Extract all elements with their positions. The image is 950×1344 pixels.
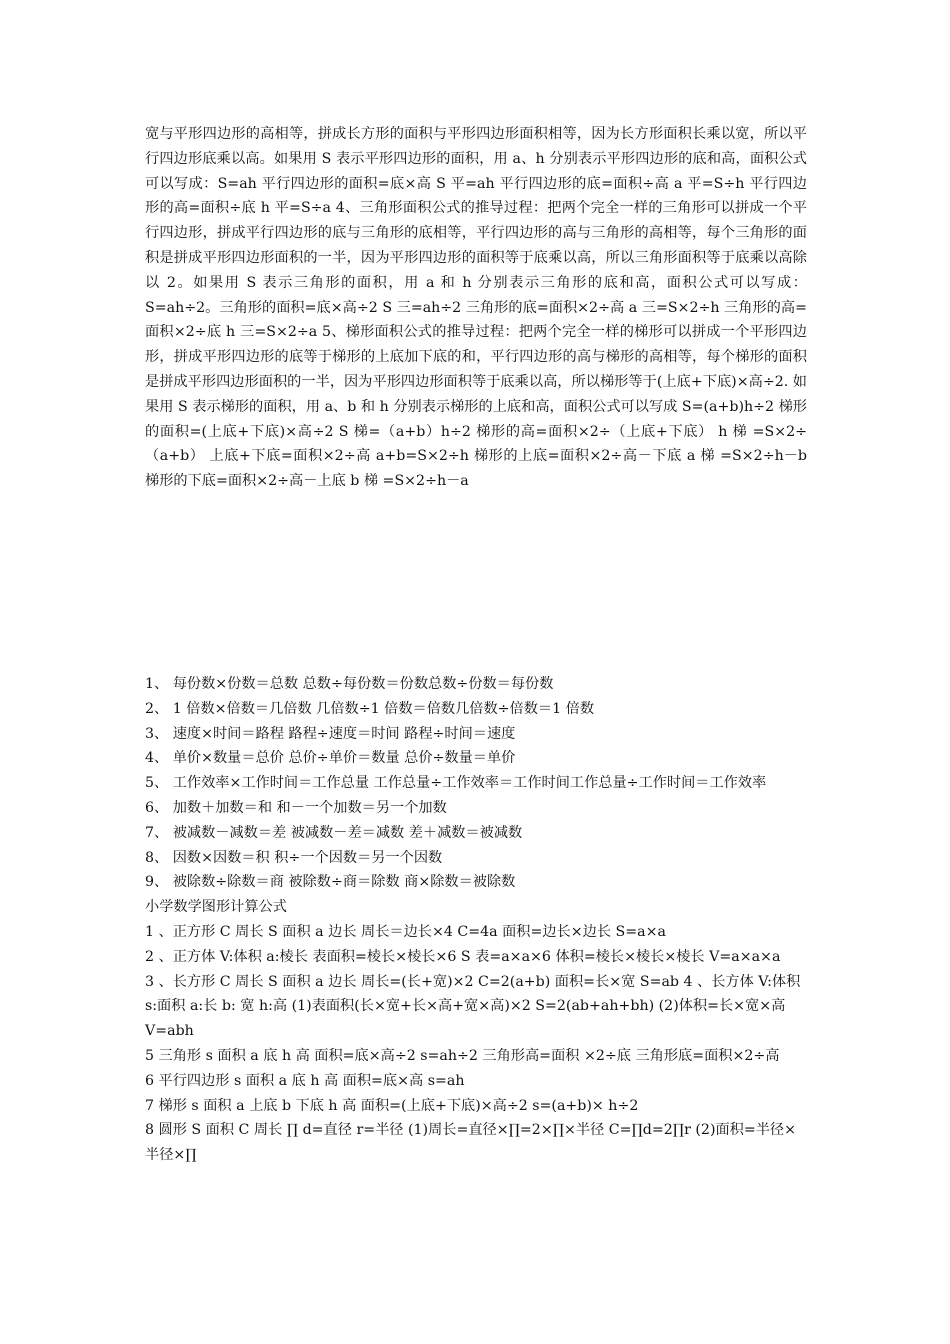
formula-line: 6、 加数＋加数＝和 和－一个加数＝另一个加数 bbox=[145, 799, 447, 816]
shape-formula-line: 1 、正方形 C 周长 S 面积 a 边长 周长＝边长×4 C=4a 面积=边长×边长 S=a×a bbox=[145, 923, 666, 940]
shape-formula-line: 5 三角形 s 面积 a 底 h 高 面积=底×高÷2 s=ah÷2 三角形高=面积 ×2÷底 三角形底=面积×2÷高 bbox=[145, 1047, 780, 1064]
derivation-paragraph: 宽与平形四边形的高相等，拼成长方形的面积与平形四边形面积相等，因为长方形面积长乘以宽，所以平行四边形底乘以高。如果用 S 表示平形四边形的面积，用 a、h 分别表示平形四边形的底和高，面积公式可以写成：S=ah 平行四边形的面积=底×高 S 平=ah 平行四边形的底=面积÷高 a 平=S÷h 平行四边形的高=面积÷底 h 平=S÷a 4、三角形面积公式的推导过程：把两个完全一样的三角形可以拼成一个平行四边形，拼成平行四边形的底与三角形的底相等，平行四边形的高与三角形的高相等，每个三角形的面积是拼成平形四边形面积的一半，因为平形四边形的面积等于底乘以高，所以三角形面积等于底乘以高除以 2。如果用 S 表示三角形的面积，用 a 和 h 分别表示三角形的底和高，面积公式可以写成：S=ah÷2。三角形的面积=底×高÷2 S 三=ah÷2 三角形的底=面积×2÷高 a 三=S×2÷h 三角形的高=面积×2÷底 h 三=S×2÷a 5、梯形面积公式的推导过程：把两个完全一样的梯形可以拼成一个平形四边形，拼成平形四边形的底等于梯形的上底加下底的和，平行四边形的高与梯形的高相等，每个梯形的面积是拼成平形四边形面积的一半，因为平形四边形面积等于底乘以高，所以梯形等于(上底+下底)×高÷2. 如果用 S 表示梯形的面积，用 a、b 和 h 分别表示梯形的上底和高，面积公式可以写成 S=(a+b)h÷2 梯形的面积=(上底+下底)×高÷2 S 梯=（a+b）h÷2 梯形的高=面积×2÷（上底+下底） h 梯 =S×2÷（a+b） 上底+下底=面积×2÷高 a+b=S×2÷h 梯形的上底=面积×2÷高－下底 a 梯 =S×2÷h－b 梯形的下底=面积×2÷高－上底 b 梯 =S×2÷h－a bbox=[145, 126, 807, 490]
formula-line: 3、 速度×时间＝路程 路程÷速度＝时间 路程÷时间＝速度 bbox=[145, 725, 516, 742]
formula-line: 1、 每份数×份数＝总数 总数÷每份数＝份数总数÷份数＝每份数 bbox=[145, 676, 554, 692]
formula-line: 7、 被减数－减数＝差 被减数－差＝减数 差＋减数＝被减数 bbox=[145, 824, 523, 841]
formula-line: 5、 工作效率×工作时间＝工作总量 工作总量÷工作效率＝工作时间工作总量÷工作时间＝工作效率 bbox=[145, 775, 767, 792]
shape-formula-line: 8 圆形 S 面积 C 周长 ∏ d=直径 r=半径 (1)周长=直径×∏=2×∏×半径 C=∏d=2∏r (2)面积=半径×半径×∏ bbox=[145, 1122, 797, 1164]
shape-formula-line: 3 、长方形 C 周长 S 面积 a 边长 周长=(长+宽)×2 C=2(a+b) 面积=长×宽 S=ab 4 、长方体 V:体积 s:面积 a:长 b: 宽 h:高 (1)表面积(长×宽+长×高+宽×高)×2 S=2(ab+ah+bh) (2)体积=长×宽×高 V=abh bbox=[145, 973, 801, 1040]
formula-line: 9、 被除数÷除数＝商 被除数÷商＝除数 商×除数＝被除数 bbox=[145, 874, 516, 891]
formula-list bbox=[145, 672, 807, 1168]
shape-formula-line: 2 、正方体 V:体积 a:棱长 表面积=棱长×棱长×6 S 表=a×a×6 体积=棱长×棱长×棱长 V=a×a×a bbox=[145, 948, 781, 965]
section-heading: 小学数学图形计算公式 bbox=[145, 899, 287, 916]
formula-line: 2、 1 倍数×倍数＝几倍数 几倍数÷1 倍数＝倍数几倍数÷倍数＝1 倍数 bbox=[145, 700, 595, 717]
shape-formula-line: 6 平行四边形 s 面积 a 底 h 高 面积=底×高 s=ah bbox=[145, 1072, 465, 1089]
shape-formula-line: 7 梯形 s 面积 a 上底 b 下底 h 高 面积=(上底+下底)×高÷2 s=(a+b)× h÷2 bbox=[145, 1097, 639, 1114]
formula-line: 4、 单价×数量＝总价 总价÷单价＝数量 总价÷数量＝单价 bbox=[145, 750, 516, 767]
formula-line: 8、 因数×因数＝积 积÷一个因数＝另一个因数 bbox=[145, 849, 443, 866]
